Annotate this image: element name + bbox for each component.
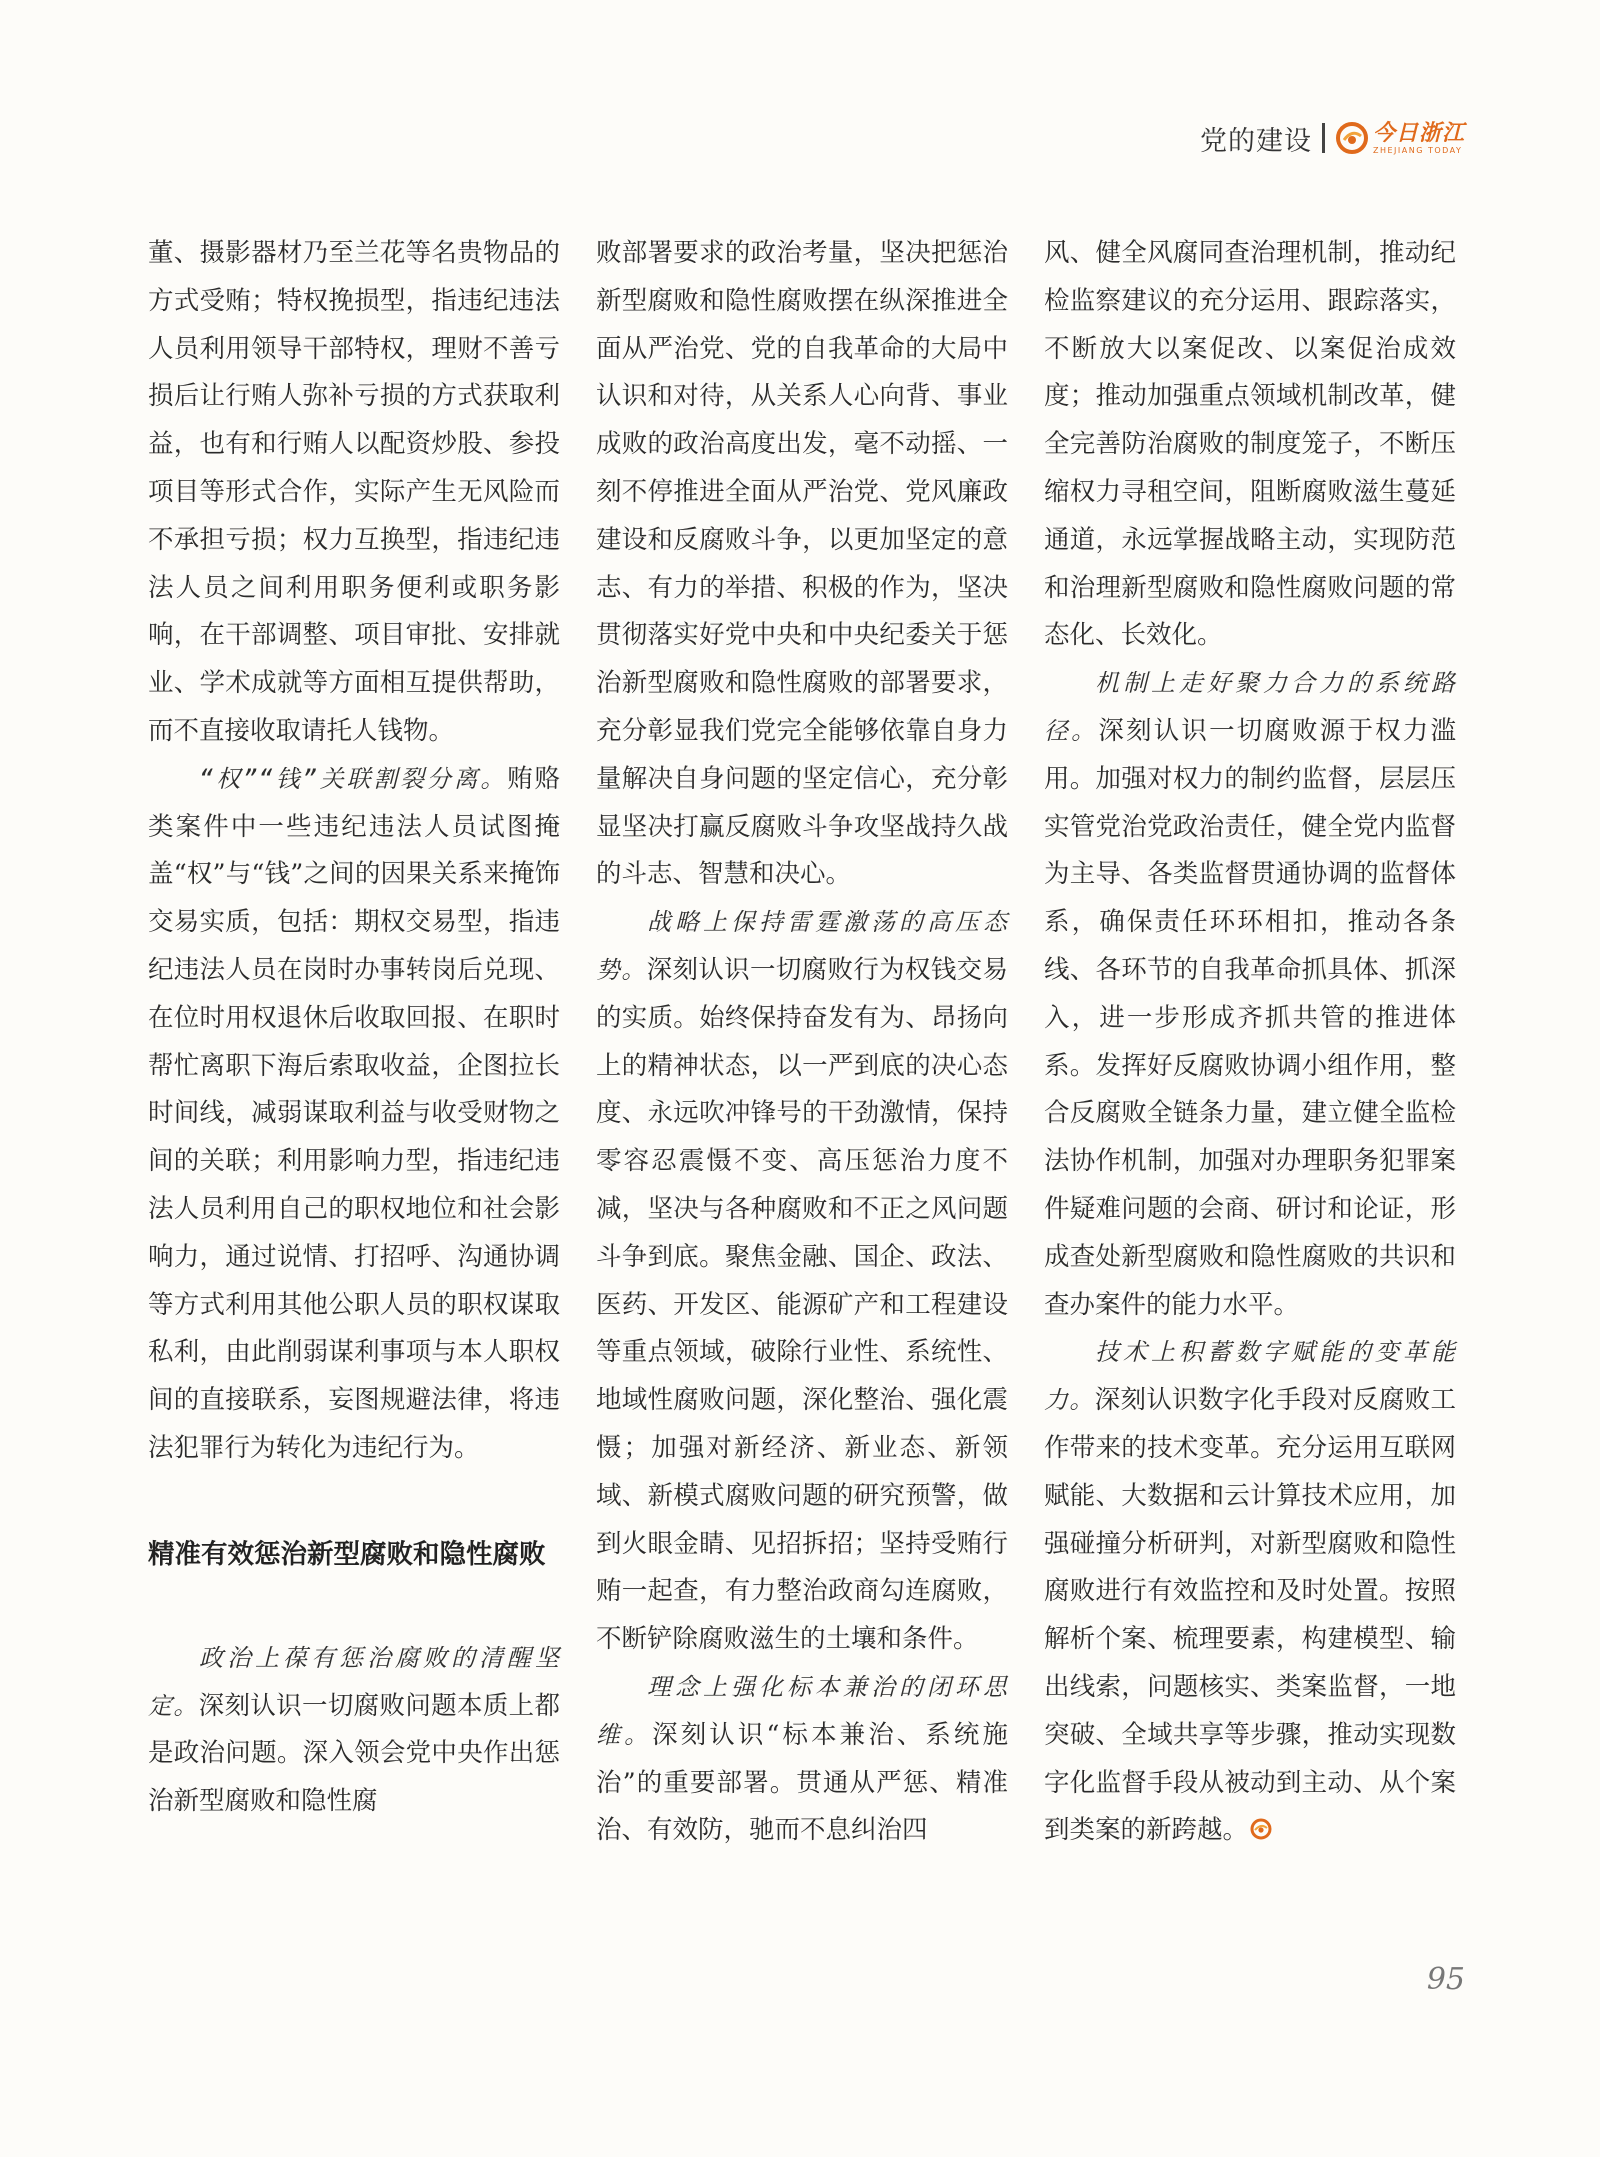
paragraph-body: 深刻认识一切腐败问题本质上都是政治问题。深入领会党中央作出惩治新型腐败和隐性腐 <box>148 1690 560 1817</box>
paragraph: 风、健全风腐同查治理机制，推动纪检监察建议的充分运用、跟踪落实，不断放大以案促改、以案促治成效度；推动加强重点领域机制改革，健全完善防治腐败的制度笼子，不断压缩权力寻租空间，阻断腐败滋生蔓延通道，永远掌握战略主动，实现防范和治理新型腐败和隐性腐败问题的常态化、长效化。 <box>1044 238 1456 651</box>
paragraph <box>596 899 1008 1664</box>
paragraph <box>148 1635 560 1826</box>
paragraph-body: 贿赂类案件中一些违纪违法人员试图掩盖“权”与“钱”之间的因果关系来掩饰交易实质，包括：期权交易型，指违纪违法人员在岗时办事转岗后兑现、在位时用权退休后收取回报、在职时帮忙离职下海后索取收益，企图拉长时间线，减弱谋取利益与收受财物之间的关联；利用影响力型，指违纪违法人员利用自己的职权地位和社会影响力，通过说情、打招呼、沟通协调等方式利用其他公职人员的职权谋取私利，由此削弱谋利事项与本人职权间的直接联系，妄图规避法律，将违法犯罪行为转化为违纪行为。 <box>148 763 560 1463</box>
column-2 <box>596 230 1008 1855</box>
column-3 <box>1044 230 1456 1855</box>
lead-phrase: 政治上葆有惩治腐败的清醒坚定。 <box>148 1643 560 1720</box>
column-1 <box>148 230 560 1826</box>
brand-logo <box>1335 121 1465 155</box>
brand-name-en: ZHEJIANG TODAY <box>1372 145 1463 155</box>
section-subhead: 精准有效惩治新型腐败和隐性腐败 <box>148 1538 546 1570</box>
paragraph <box>1044 660 1456 1329</box>
page-header <box>1200 118 1465 158</box>
lead-phrase: 机制上走好聚力合力的系统路径。 <box>1044 669 1456 745</box>
paragraph-body: 深刻认识数字化手段对反腐败工作带来的技术变革。充分运用互联网赋能、大数据和云计算技术应用，加强碰撞分析研判，对新型腐败和隐性腐败进行有效监控和及时处置。按照解析个案、梳理要素，构建模型、输出线索，问题核实、类案监督，一地突破、全域共享等步骤，推动实现数字化监督手段从被动到主动、从个案到类案的新跨越。 <box>1044 1385 1456 1846</box>
paragraph <box>148 756 560 1473</box>
swirl-end-icon <box>1250 1818 1272 1840</box>
paragraph-body: 深刻认识“标本兼治、系统施治”的重要部署。贯通从严惩、精准治、有效防，驰而不息纠治四 <box>596 1719 1008 1846</box>
section-label: 党的建设 <box>1199 125 1312 157</box>
paragraph: 败部署要求的政治考量，坚决把惩治新型腐败和隐性腐败摆在纵深推进全面从严治党、党的自我革命的大局中认识和对待，从关系人心向背、事业成败的政治高度出发，毫不动摇、一刻不停推进全面从严治党、党风廉政建设和反腐败斗争，以更加坚定的意志、有力的举措、积极的作为，坚决贯彻落实好党中央和中央纪委关于惩治新型腐败和隐性腐败的部署要求，充分彰显我们党完全能够依靠自身力量解决自身问题的坚定信心，充分彰显坚决打赢反腐败斗争攻坚战持久战的斗志、智慧和决心。 <box>596 238 1008 890</box>
paragraph <box>596 1664 1008 1855</box>
paragraph <box>1044 1329 1456 1855</box>
lead-phrase: 理念上强化标本兼治的闭环思维。 <box>596 1672 1008 1749</box>
swirl-logo-icon <box>1335 121 1369 155</box>
header-divider <box>1322 123 1325 153</box>
paragraph-body: 深刻认识一切腐败行为权钱交易的实质。始终保持奋发有为、昂扬向上的精神状态，以一严到底的决心态度、永远吹冲锋号的干劲激情，保持零容忍震慑不变、高压惩治力度不减，坚决与各种腐败和不正之风问题斗争到底。聚焦金融、国企、政法、医药、开发区、能源矿产和工程建设等重点领域，破除行业性、系统性、地域性腐败问题，深化整治、强化震慑；加强对新经济、新业态、新领域、新模式腐败问题的研究预警，做到火眼金睛、见招拆招；坚持受贿行贿一起查，有力整治政商勾连腐败，不断铲除腐败滋生的土壤和条件。 <box>596 954 1008 1655</box>
lead-phrase: 战略上保持雷霆激荡的高压态势。 <box>596 908 1008 984</box>
paragraph: 董、摄影器材乃至兰花等名贵物品的方式受贿；特权挽损型，指违纪违法人员利用领导干部特权，理财不善亏损后让行贿人弥补亏损的方式获取利益，也有和行贿人以配资炒股、参投项目等形式合作，实际产生无风险而不承担亏损；权力互换型，指违纪违法人员之间利用职务便利或职务影响，在干部调整、项目审批、安排就业、学术成就等方面相互提供帮助，而不直接收取请托人钱物。 <box>148 238 560 746</box>
lead-phrase: “权”“钱”关联割裂分离。 <box>199 764 508 793</box>
page-number: 95 <box>1426 1962 1465 1997</box>
brand-text <box>1372 119 1465 155</box>
lead-phrase: 技术上积蓄数字赋能的变革能力。 <box>1044 1338 1456 1415</box>
brand-name-cn: 今日浙江 <box>1372 119 1465 146</box>
paragraph-body: 深刻认识一切腐败源于权力滥用。加强对权力的制约监督，层层压实管党治党政治责任，健全党内监督为主导、各类监督贯通协调的监督体系，确保责任环环相扣，推动各条线、各环节的自我革命抓具体、抓深入，进一步形成齐抓共管的推进体系。发挥好反腐败协调小组作用，整合反腐败全链条力量，建立健全监检法协作机制，加强对办理职务犯罪案件疑难问题的会商、研讨和论证，形成查处新型腐败和隐性腐败的共识和查办案件的能力水平。 <box>1044 715 1456 1320</box>
